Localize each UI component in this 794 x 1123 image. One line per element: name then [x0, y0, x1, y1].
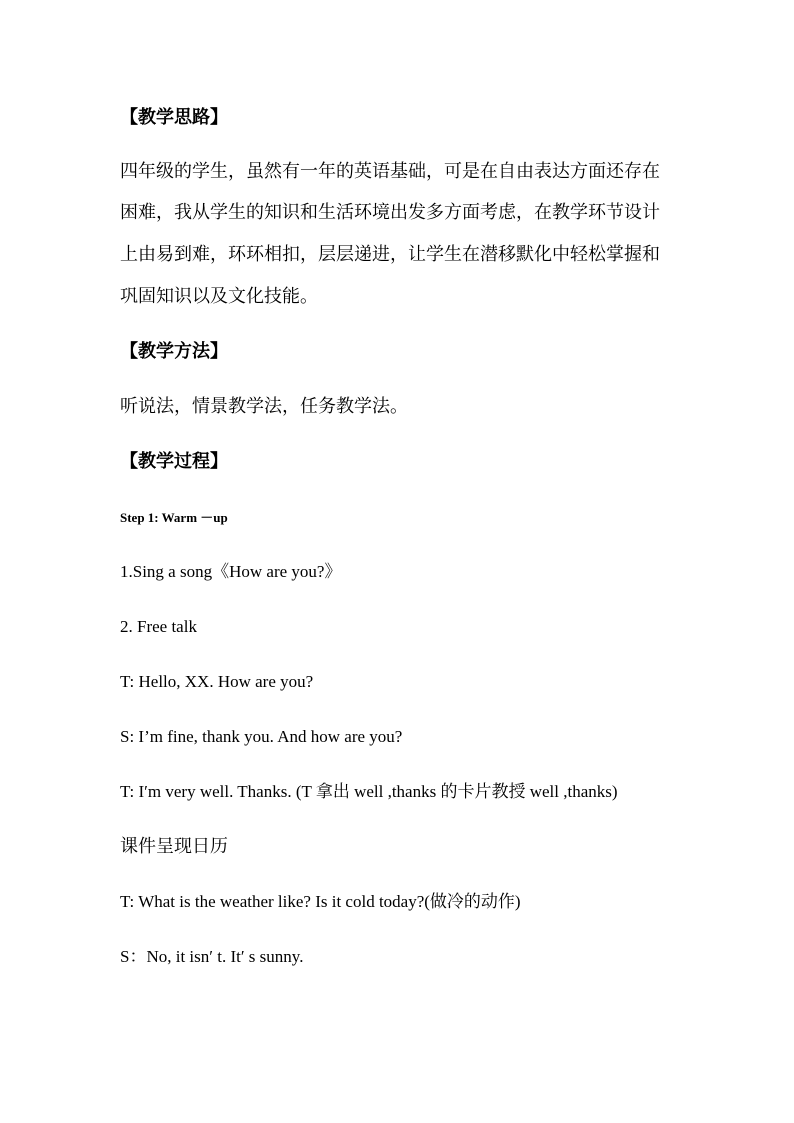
teaching-method-text: 听说法，情景教学法，任务教学法。 — [120, 396, 408, 417]
item-sing-a-song: 1.Sing a song《How are you?》 — [120, 562, 342, 581]
teaching-process-heading: 【教学过程】 — [120, 451, 228, 472]
dialog-line-1: T: Hello, XX. How are you? — [120, 672, 314, 691]
dialog-line-5: S：No, it isn′ t. It′ s sunny. — [120, 947, 304, 966]
approach-paragraph-line-1: 四年级的学生，虽然有一年的英语基础，可是在自由表达方面还存在 — [120, 161, 660, 182]
approach-paragraph-line-2: 困难，我从学生的知识和生活环境出发多方面考虑，在教学环节设计 — [120, 202, 660, 223]
teaching-method-heading: 【教学方法】 — [120, 341, 228, 362]
note-courseware-calendar: 课件呈现日历 — [120, 836, 228, 857]
dialog-line-4: T: What is the weather like? Is it cold today?(做冷的动作) — [120, 892, 521, 911]
approach-paragraph-line-4: 巩固知识以及文化技能。 — [120, 286, 318, 307]
approach-paragraph-line-3: 上由易到难，环环相扣，层层递进，让学生在潜移默化中轻松掌握和 — [120, 244, 660, 265]
item-free-talk: 2. Free talk — [120, 617, 197, 636]
teaching-approach-heading: 【教学思路】 — [120, 107, 228, 128]
step-1-title: Step 1: Warm －up — [120, 510, 228, 525]
dialog-line-3: T: I′m very well. Thanks. (T 拿出 well ,thanks 的卡片教授 well ,thanks) — [120, 782, 618, 801]
dialog-line-2: S: I’m fine, thank you. And how are you? — [120, 727, 403, 746]
